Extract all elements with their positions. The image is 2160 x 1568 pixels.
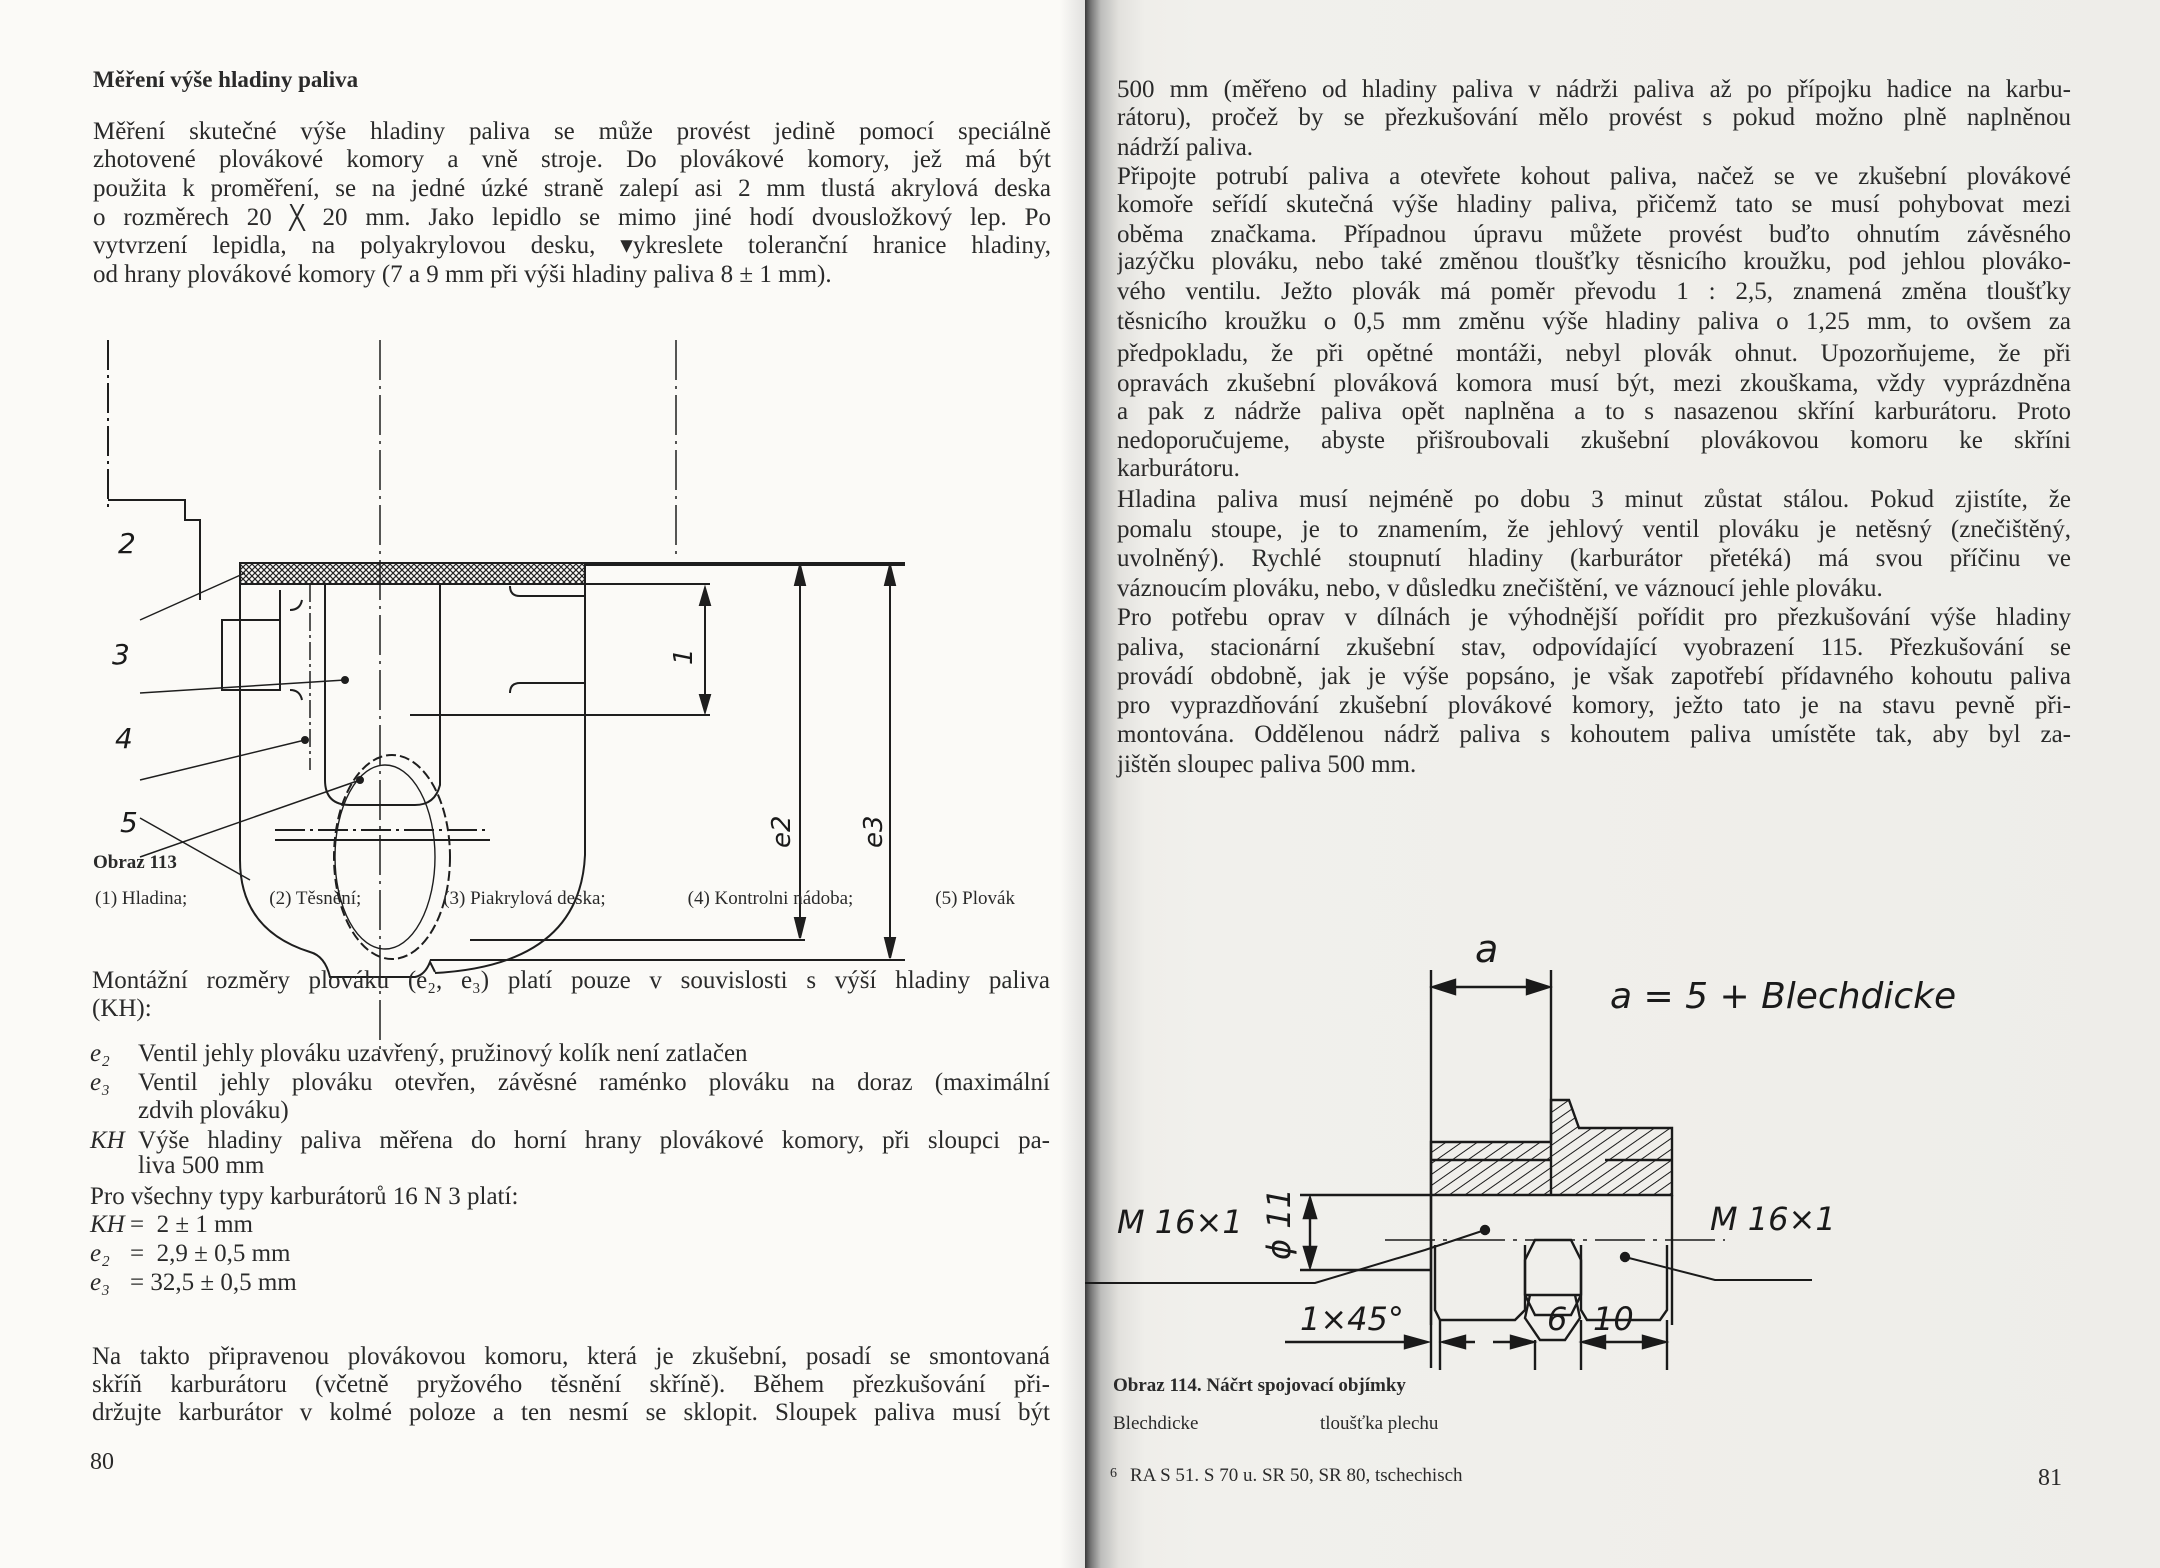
body-line: nedoporučujeme, abyste přišroubovali zkušební plovákovou komoru ke skříni [1117,427,2071,454]
value-equation: = 2 ± 1 mm [130,1211,253,1238]
figure-114-labels [1085,900,2160,1380]
gloss-term: Blechdicke [1113,1413,1199,1434]
closing-line: skříň karburátoru (včetně pryžového těsnění skříně). Během přezkušování při- [92,1371,1050,1398]
value-symbol: e₂ [90,1240,110,1267]
body-line: jištěn sloupec paliva 500 mm. [1117,751,1417,778]
types-line: Pro všechny typy karburátorů 16 N 3 platí: [90,1183,519,1210]
figure-114-title: Obraz 114. Náčrt spojovací objímky [1113,1375,1406,1396]
body-line: jazýčku plováku, nebo také změnou tloušťky těsnicího kroužku, pod jehlou plováko- [1117,248,2071,275]
body-line: karburátoru. [1117,455,1240,482]
body-line: provádí obdobně, jak je výše popsáno, je však zapotřebí přídavného kohoutu paliva [1117,663,2071,690]
definition-term: e₃ [90,1069,110,1096]
body-line: pomalu stoupe, je to znamením, že jehlový ventil plováku je netěsný (znečištěný, [1117,516,2071,543]
running-title: RA S 51. S 70 u. SR 50, SR 80, tschechisch [1130,1465,1463,1486]
intro-line: použita k proměření, se na jedné úzké straně zalepí asi 2 mm tlustá akrylová deska [93,175,1051,202]
body-line: vého ventilu. Ježto plovák má poměr převodu 1 : 2,5, znamená změna tloušťky [1117,278,2071,305]
definition-text: Ventil jehly plováku uzavřený, pružinový kolík není zatlačen [138,1040,748,1067]
value-symbol: KH [90,1211,125,1238]
page-number-right: 81 [2038,1465,2062,1491]
label-5: 5 [120,806,138,839]
diameter-label: ϕ 11 [1260,1188,1298,1260]
body-line: Pro potřebu oprav v dílnách je výhodnější pořídit pro přezkušování výše hladiny [1117,604,2071,631]
body-line: uvolněný). Rychlé stoupnutí hladiny (karburátor přetéká) má svou příčinu ve [1117,545,2071,572]
body-line: Hladina paliva musí nejméně po dobu 3 minut zůstat stálou. Pokud zjistíte, že [1117,486,2071,513]
body-line: opravách zkušební plováková komora musí být, mezi zkouškama, vždy vyprázdněna [1117,370,2071,397]
page-number-left: 80 [90,1449,114,1475]
caption-item: (2) Těsnění; [269,888,362,909]
definition-term: e₂ [90,1040,110,1067]
closing-line: držujte karburátor v kolmé poloze a ten nesmí se sklopit. Sloupek paliva musí být [92,1399,1050,1426]
dim-e3-label: e3 [859,815,889,848]
definition-term: KH [90,1127,125,1154]
body-line: 500 mm (měřeno od hladiny paliva v nádrži paliva až po přípojku hadice na karbu- [1117,76,2071,103]
dim-a-label: a [1475,927,1499,971]
intro-line: o rozměrech 20 ╳ 20 mm. Jako lepidlo se mimo jiné hodí dvousložkový lep. Po [93,204,1051,231]
intro-line: Měření skutečné výše hladiny paliva se může provést jedině pomocí speciálně [93,118,1051,145]
caption-item: (4) Kontrolni nádoba; [687,888,854,909]
thread-left-label: M 16×1 [1117,1203,1243,1241]
body-line: váznoucím plováku, nebo, v důsledku znečištění, ve váznoucí jehle plováku. [1117,575,1883,602]
section-heading: Měření výše hladiny paliva [93,67,359,92]
intro-line: od hrany plovákové komory (7 a 9 mm při výši hladiny paliva 8 ± 1 mm). [93,261,832,288]
label-1: 1 [669,648,699,665]
definition-text: zdvih plováku) [138,1097,289,1124]
definition-text: Výše hladiny paliva měřena do horní hrany plovákové komory, při sloupci pa- [138,1127,1050,1154]
dim-10-label: 10 [1593,1300,1634,1338]
body-line: montována. Oddělenou nádrž paliva s kohoutem paliva umístěte tak, aby byl za- [1117,721,2071,748]
intro-line: zhotovené plovákové komory a vně stroje. Do plovákové komory, jež má být [93,146,1051,173]
dim-e2-label: e2 [767,815,797,848]
body-line: a pak z nádrže paliva opět naplněna a to s nasazenou skříní karburátoru. Proto [1117,398,2071,425]
value-symbol: e₃ [90,1269,110,1296]
body-line: těsnicího kroužku o 0,5 mm změnu výše hladiny paliva o 1,25 mm, to ovšem za [1117,308,2071,335]
figure-113-labels [0,0,1085,880]
formula-label: a = 5 + Blechdicke [1610,976,1957,1017]
caption-item: (5) Plovák [935,888,1015,909]
body-line: rátoru), pročež by se přezkušování mělo provést s pokud možno plně naplněnou [1117,104,2071,131]
figure-113-caption [95,885,1015,913]
body-line: paliva, stacionární zkušební stav, odpovídající vyobrazení 115. Přezkušování se [1117,634,2071,661]
intro-line: vytvrzení lepidla, na polyakrylovou desku, ▾ykreslete toleranční hranice hladiny, [93,232,1051,259]
body-line: předpokladu, že při opětné montáži, nebyl plovák ohnut. Upozorňujeme, že při [1117,340,2071,367]
dim-6-label: 6 [1547,1300,1568,1338]
chamfer-label: 1×45° [1300,1300,1404,1338]
value-equation: = 2,9 ± 0,5 mm [130,1240,291,1267]
body-line: Připojte potrubí paliva a otevřete kohout paliva, načež se ve zkušební plovákové [1117,163,2071,190]
mount-line: Montážní rozměry plováku (e₂, e₃) platí pouze v souvislosti s výší hladiny paliva [92,967,1050,994]
closing-line: Na takto připravenou plovákovou komoru, která je zkušební, posadí se smontovaná [92,1343,1050,1370]
signature-mark: 6 [1110,1466,1117,1481]
figure-113-title: Obraz 113 [93,852,177,873]
body-line: pro vyprazdňování zkušební plovákové komory, ježto tato je na stavu pevně při- [1117,692,2071,719]
gloss-translation: tloušťka plechu [1320,1413,1439,1434]
label-3: 3 [112,638,130,671]
value-equation: = 32,5 ± 0,5 mm [130,1269,297,1296]
definition-text: liva 500 mm [138,1152,265,1179]
body-line: oběma značkama. Případnou úpravu můžete provést buďto ohnutím závěsného [1117,221,2071,248]
definition-text: Ventil jehly plováku otevřen, závěsné raménko plováku na doraz (maximální [138,1069,1050,1096]
label-4: 4 [115,722,133,755]
mount-line: (KH): [92,995,152,1022]
thread-right-label: M 16×1 [1710,1200,1836,1238]
body-line: nádrží paliva. [1117,134,1254,161]
label-2: 2 [118,527,136,560]
caption-item: (1) Hladina; [95,888,188,909]
caption-item: (3) Piakrylová deska; [443,888,606,909]
body-line: komoře seřídí skutečná výše hladiny paliva, přičemž tato se musí pohybovat mezi [1117,191,2071,218]
